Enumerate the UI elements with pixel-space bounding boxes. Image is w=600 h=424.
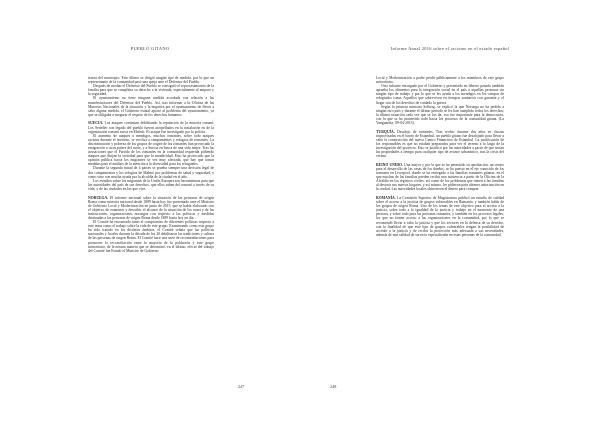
- paragraph-text: Según la primera ministra Solberg, se explicó la que Noruega no ha pedido a ningún otro país y durante el último período se les han cumplido todos los derechos; la última situación cada vez que se los da; eso fue importante para la democracia, con la que se ha prometido todo hacia los procesos de la comunidad gitana. (La Vanguardia, 09-04-2015).: [376, 104, 504, 126]
- left-running-head: PUEBLO GITANO: [130, 46, 170, 51]
- right-page: [300, 0, 600, 424]
- paragraph: [88, 121, 214, 133]
- paragraph: [88, 134, 214, 167]
- paragraph: [376, 105, 504, 125]
- paragraph-text: Después de mediar el Defensor del Pueblo se consiguió el reprocesamiento de la familia para que se cumpliera su derecho a la vivienda, especialmente al amparo y la seguridad.: [88, 84, 214, 97]
- paragraph: [88, 220, 214, 253]
- paragraph: [376, 130, 504, 159]
- paragraph-text: tencia del municipio. Este último se dirigió ningún tipo de medida, por lo que un representante de la comunidad pasó una queja ante el Defensor del Pueblo.: [88, 76, 214, 85]
- right-running-head: Informe Anual 2016 sobre el racismo en el estado español: [390, 46, 510, 51]
- country-heading: ROMANÍA.: [376, 195, 396, 200]
- paragraph-text: Durante la segunda mitad de 4 países se prueba siempre una decisión legal de dos campamentos y los refugios de Malmö por problemas de salud y seguridad, y como vino con mucha ayuda por la alcaldía de la ciudad en el año.: [88, 166, 214, 179]
- paragraph: [376, 76, 504, 84]
- country-heading: NORUEGA.: [88, 195, 109, 200]
- left-text-column: [88, 76, 214, 253]
- left-page-number: 247: [238, 384, 245, 389]
- paragraph-text: Los estudios sobre los migrantes de la Unión Europea son herramientas para que las autoridades del país de sus derechos, que ellos saben del romaní a través de su vida, y de las ciudades en las que vive.: [88, 178, 215, 191]
- paragraph-text: El ayuntamiento no tiene ninguna medida acordada con relación a las manifestaciones del Defensor del Pueblo. Así, tras informar a la Oficina de las Minorías Nacionales de la situación y la negativa por el ayuntamiento de llevar a cabo alguna medida, el Gobierno estatal aportó al problema del ayuntamiento, ya que se obligaba a asegurar el respeto de los derechos humanos.: [88, 96, 214, 117]
- paragraph: [88, 96, 214, 116]
- paragraph: [376, 163, 504, 192]
- paragraph-text: El informe nacional sobre la situación de las personas de origen Roma como minoría nacional desde 1889 hasta hoy fue presentado ante el Ministro de Gobierno Local y Modernización en junio de 2015, que se había elaborado con el objetivo de examinar y describir el alcance de la situación de los roma y de las instituciones, organizaciones noruegas con respecto a las políticas y medidas destinadas a las personas de origen Roma desde 1889 hasta hoy en día.: [88, 195, 214, 220]
- paragraph: [88, 179, 214, 191]
- paragraph-text: Los ataques continúan debilitando la reputación de la minoría romaní. Los Setteller con legado del pueblo fueron atropellados en la instalación en de la organización romaní sueca en Malmö. El ataque fue investigado por la policía.: [88, 121, 214, 134]
- paragraph: [88, 76, 214, 84]
- paragraph: [376, 196, 504, 237]
- paragraph: [88, 196, 214, 221]
- paragraph-text: Otro informe encargado por el Gobierno y presentado en febrero pasado también aprueba los alimentos para la integración social en el país a aquellas personas sin ningún tipo de trabajo y por lo que se les ayuda a los mendigos en los campos de refugiados roma. Aquellos que sobreviven en tiempos sanitarios con garantía y el hogar son de los derechos de cuidado la guerra.: [376, 84, 504, 105]
- paragraph-text: El Comité ha encontrado tanto el compromiso de diferentes políticas respecto a este tema como el trabajo sobre la vida de este grupo. Examinando como este grupo ha sido tratado en los distintos ámbitos, el Comité señala que las políticas nacionales y locales durante la década de los 20 debilitaron las tradiciones y cultura de las personas de origen Roma. El Comité hace una serie de recomendaciones para promover la reconciliación entre la mayoría de la población y este grupo minoritario, de la misma manera que se determinó, en el último, efecto del trabajo del Comité fue Estado el Ministro de Gobierno: [88, 220, 214, 253]
- paragraph-text: Desalojo de romaníes. Tras recibir durante dos años en chozas improvisadas en el barrio de Estambul, un pueblo gitano fue desalojado para llevar a cabo la construcción del nuevo Centro Financiero de Estambul. La justificación de los responsables es que no estaban preparados para ver el terreno a lo largo de la investigación del proyecto. Esto se justificó por las autoridades a partir de que serían las propiedades a tiempo para cualquier tipo de avance urbanístico, tras la crisis del verano.: [376, 129, 504, 159]
- paragraph: [376, 84, 504, 104]
- right-text-column: [376, 76, 504, 237]
- country-heading: TURQUÍA.: [376, 129, 395, 134]
- right-page-number: 248: [330, 384, 337, 389]
- country-heading: REINO UNIDO.: [376, 162, 403, 167]
- paragraph-text: Una mayor y por la que se ha permitido su aprobación, un centro para el desarrollo de las casas de los dueños, se ha puesto en el eje conocido de los romanos en Liverpool, donde se ha entregado a las familias romaníes gitanas, en el que muchas de las familias pueden recibir una asistencia a partir de la Oficina de la Alcaldía en los registros civiles, así como de los problemas que tienen a las familias al destruir sus nuevos hogares, y así mismo, les pidieron para obtener autorización en la ciudad. Las autoridades locales obtuvieron el dinero para comprar.: [376, 162, 504, 192]
- paragraph: [88, 166, 214, 178]
- paragraph-text: La Comisión Superior de Magistratura publicó un estudio de calidad sobre el acceso a la justicia de grupos vulnerables en Rumanía, y también habla de los grupos de origen Roma. Uno de los temas de este objetivo para el acceso a la justicia, sobre todo a la igualdad de la justicia y trabajo en el momento de una persona, y sobre todo para las personas romaníes, y también en los procesos legales, los que no tienen acceso a las organizaciones en la comunidad, por lo que se recomendó llevar a cabo la justicia y que los sectores en la defensa de su derecho, con la finalidad de que este tipo de grupos vulnerables tengan la posibilidad de acceder a la justicia y de recibir la protección más adecuada a sus necesidades, además de una calidad de servicio especializada en estas personas de la comunidad.: [376, 195, 504, 237]
- country-heading: SUECIA.: [88, 121, 104, 126]
- paragraph-text: El aumento de ataques a mendigos, muchos romaníes, sobre todo ataques racistas durante el invierno, se verifica a campamentos y refugios de romaníes. La discriminación y pobreza de los grupos de origen de los romaníes han provocado la emigración a otros países del norte, y a Suecia en busca de una vida mejor. Tras las acusaciones que el Partido de los romaníes en la comunidad requerida pidiendo ataques que dirijan la sociedad para que la mendicidad. Esto ha provocado que la opinión pública hacia los migrantes se vea muy afectada, que hay que tomar medidas para el análisis de la atención a la diversidad para los refugiados.: [88, 133, 214, 167]
- paragraph: [88, 84, 214, 96]
- paragraph-text: Local y Modernización a poder perdir públicamente a los miembros de este grupo minoritario.: [376, 76, 504, 85]
